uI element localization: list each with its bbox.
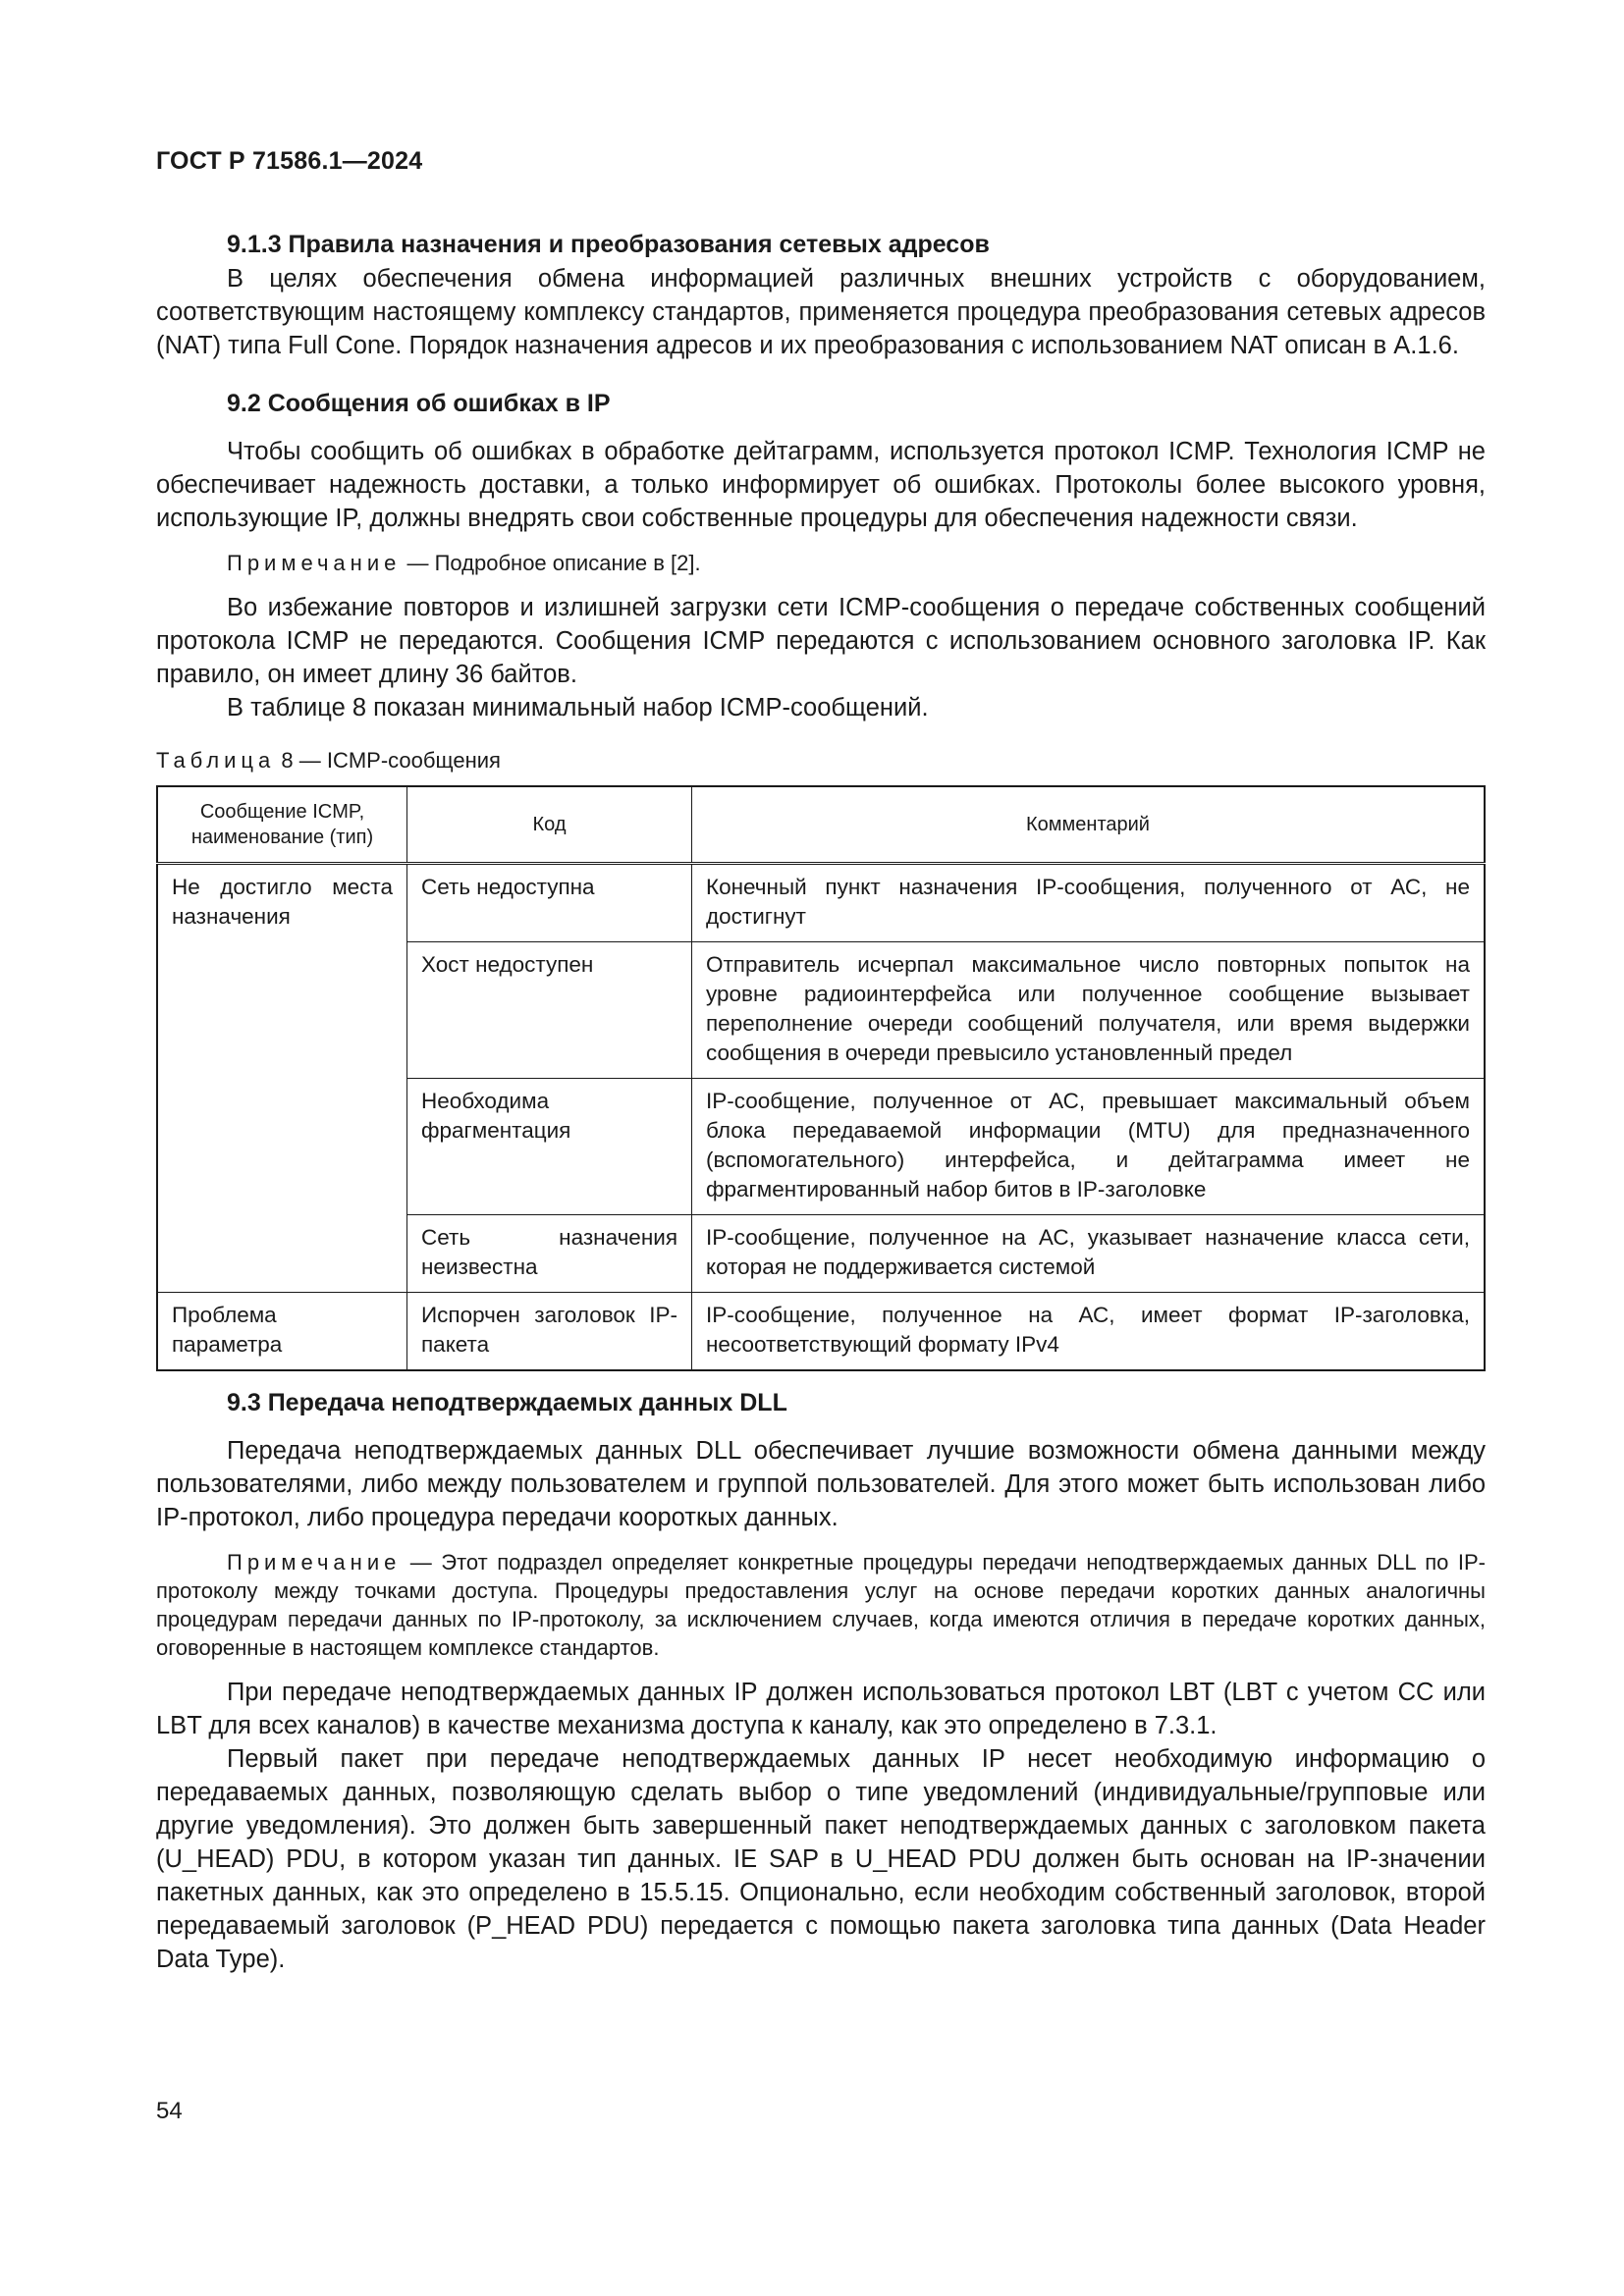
message-cell: Проблема параметра — [157, 1293, 407, 1371]
comment-cell: IP-сообщение, полученное от АС, превышает максимальный объем блока передаваемой информации (MTU) для предназначенного (вспомогательного) интерфейса, и дейтаграмма имеет не фрагментированный набор битов в IP-заголовке — [692, 1079, 1486, 1215]
section-9-2-title: 9.2 Сообщения об ошибках в IP — [227, 390, 611, 417]
section-9-3-note — [156, 1548, 1486, 1662]
table-caption-label: Таблица — [156, 748, 276, 773]
header-message: Сообщение ICMP, наименование (тип) — [157, 786, 407, 864]
section-9-3-paragraph-1: Передача неподтверждаемых данных DLL обеспечивает лучшие возможности обмена данными между пользователями, либо между пользователем и группой пользователей. Для этого может быть использован либо IP-протокол, либо процедура передачи коороткых данных. — [156, 1437, 1486, 1531]
section-9-3-paragraph-2: При передаче неподтверждаемых данных IP должен использоваться протокол LBT (LBT с учетом CC или LBT для всех каналов) в качестве механизма доступа к каналу, как это определено в 7.3.1. — [156, 1679, 1486, 1739]
code-cell: Сеть назначения неизвестна — [407, 1215, 692, 1293]
section-9-2-paragraph-1: Чтобы сообщить об ошибках в обработке дейтаграмм, используется протокол ICMP. Технология ICMP не обеспечивает надежность доставки, а только информирует об ошибках. Протоколы более высокого уровня, использующие IP, должны внедрять свои собственные процедуры для обеспечения надежности связи. — [156, 438, 1486, 532]
code-cell: Необходима фрагментация — [407, 1079, 692, 1215]
section-9-3-title: 9.3 Передача неподтверждаемых данных DLL — [227, 1389, 787, 1416]
note-label: Примечание — [227, 551, 402, 575]
section-9-2-paragraph-2: Во избежание повторов и излишней загрузки сети ICMP-сообщения о передаче собственных сообщений протокола ICMP не передаются. Сообщения ICMP передаются с использованием основного заголовка IP. Как правило, он имеет длину 36 байтов. — [156, 594, 1486, 688]
table-row — [157, 1293, 1485, 1371]
note-label: Примечание — [227, 1550, 402, 1575]
standard-header: ГОСТ Р 71586.1—2024 — [156, 147, 423, 175]
message-cell: Не достигло места назначения — [157, 864, 407, 1293]
table-row — [157, 864, 1485, 942]
table-caption — [156, 746, 1486, 775]
code-cell: Испорчен заголовок IP-пакета — [407, 1293, 692, 1371]
section-9-1-3-title: 9.1.3 Правила назначения и преобразования сетевых адресов — [227, 231, 990, 258]
section-9-1-3-paragraph: В целях обеспечения обмена информацией различных внешних устройств с оборудованием, соответствующим настоящему комплексу стандартов, применяется процедура преобразования сетевых адресов (NAT) типа Full Cone. Порядок назначения адресов и их преобразования с использованием NAT описан в А.1.6. — [156, 265, 1486, 359]
document-page — [156, 147, 1486, 1976]
table-header-row — [157, 786, 1485, 864]
note-text: — Этот подраздел определяет конкретные процедуры передачи неподтверждаемых данных DLL по IP-протоколу между точками доступа. Процедуры предоставления услуг на основе передачи коротких данных аналогичны процедурам передачи данных по IP-протоколу, за исключением случаев, когда имеются отличия в передаче коротких данных, оговоренные в настоящем комплексе стандартов. — [156, 1550, 1486, 1660]
section-9-3-paragraph-3: Первый пакет при передаче неподтверждаемых данных IP несет необходимую информацию о передаваемых данных, позволяющую сделать выбор о типе уведомлений (индивидуальные/групповые или другие уведомления). Это должен быть завершенный пакет неподтверждаемых данных с заголовком пакета (U_HEAD) PDU, в котором указан тип данных. IE SAP в U_HEAD PDU должен быть основан на IP-значении пакетных данных, как это определено в 15.5.15. Опционально, если необходим собственный заголовок, второй передаваемый заголовок (P_HEAD PDU) передается с помощью пакета заголовка типа данных (Data Header Data Type). — [156, 1745, 1486, 1973]
comment-cell: IP-сообщение, полученное на АС, указывает назначение класса сети, которая не поддерживается системой — [692, 1215, 1486, 1293]
section-9-2-paragraph-3: В таблице 8 показан минимальный набор ICMP-сообщений. — [227, 694, 929, 721]
header-code: Код — [407, 786, 692, 864]
code-cell: Хост недоступен — [407, 942, 692, 1079]
icmp-messages-table — [156, 785, 1486, 1371]
code-cell: Сеть недоступна — [407, 864, 692, 942]
comment-cell: IP-сообщение, полученное на АС, имеет формат IP-заголовка, несоответствующий формату IPv4 — [692, 1293, 1486, 1371]
table-caption-text: 8 — ICMP-сообщения — [275, 748, 501, 773]
note-text: — Подробное описание в [2]. — [401, 551, 701, 575]
page-number: 54 — [156, 2098, 183, 2124]
comment-cell: Отправитель исчерпал максимальное число повторных попыток на уровне радиоинтерфейса или полученное сообщение вызывает переполнение очереди сообщений получателя, или время выдержки сообщения в очереди превысило установленный предел — [692, 942, 1486, 1079]
section-9-2-note — [156, 549, 1486, 577]
header-comment: Комментарий — [692, 786, 1486, 864]
comment-cell: Конечный пункт назначения IP-сообщения, полученного от АС, не достигнут — [692, 864, 1486, 942]
